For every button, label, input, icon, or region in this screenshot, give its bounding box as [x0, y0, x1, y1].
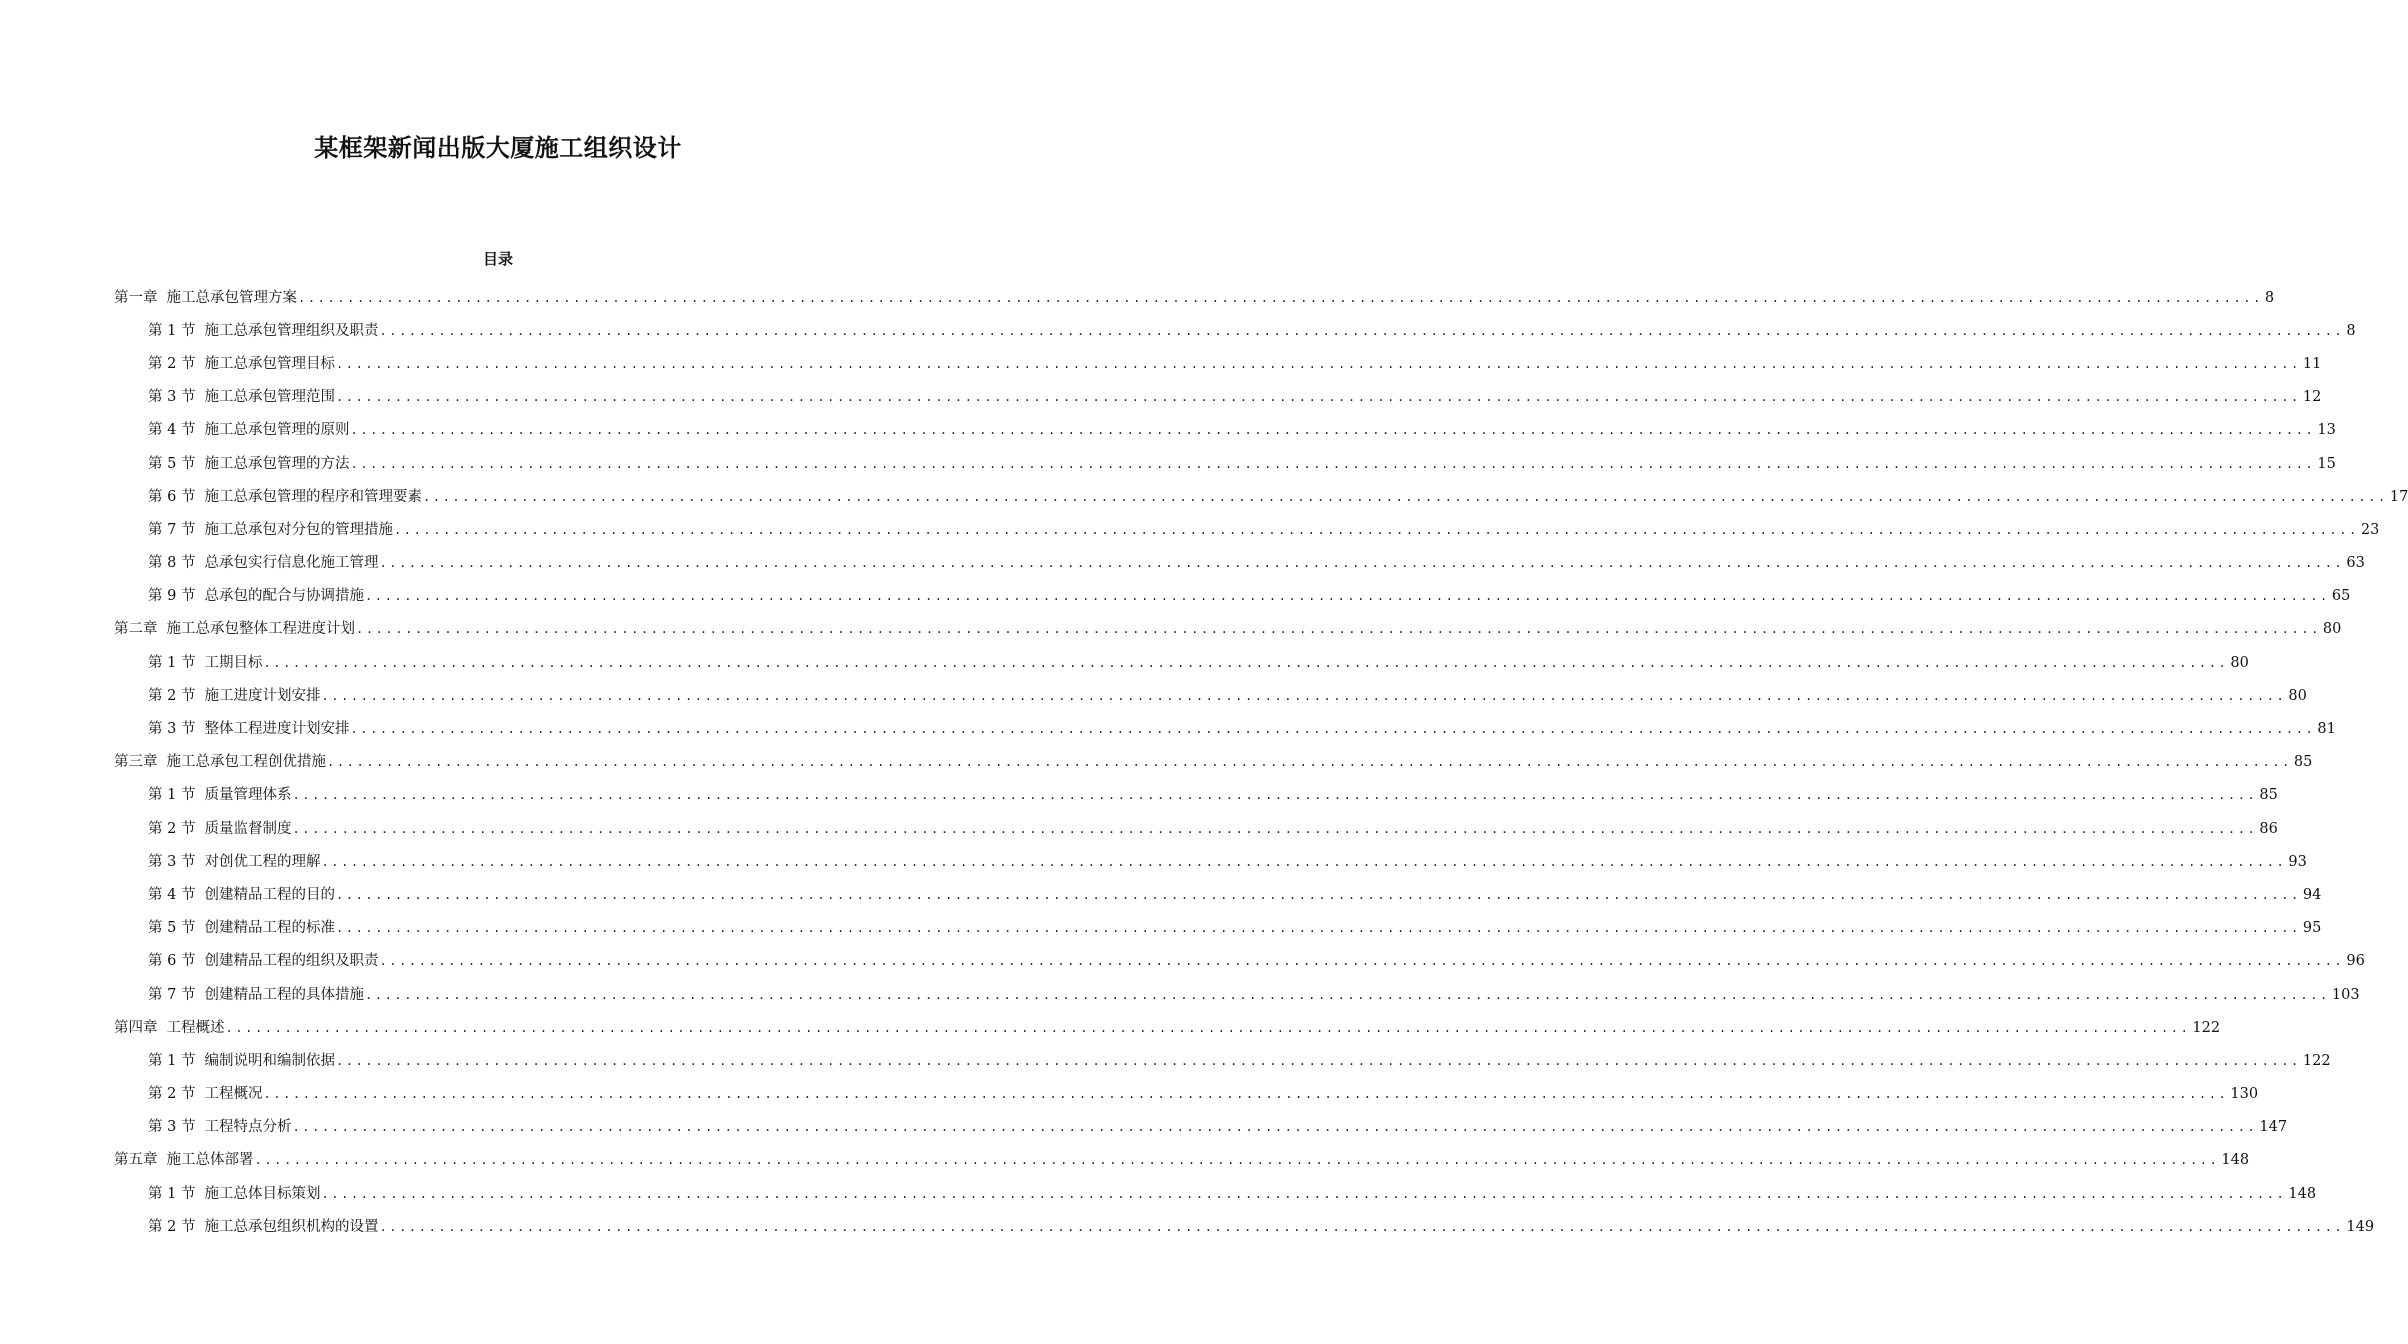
toc-dot-leader: ........................................................................................................................................................................................................ [335, 887, 2301, 902]
toc-entry-label [148, 454, 349, 474]
toc-dot-leader: ........................................................................................................................................................................................................ [263, 655, 2229, 670]
toc-page-number: 13 [2317, 422, 2336, 439]
toc-section-entry[interactable] [114, 347, 2322, 380]
toc-entry-label [114, 619, 355, 639]
toc-dot-leader: ........................................................................................................................................................................................................ [263, 1087, 2229, 1102]
toc-dot-leader: ........................................................................................................................................................................................................ [321, 688, 2287, 703]
toc-entry-title: 施工总承包管理的原则 [204, 422, 350, 439]
toc-dot-leader: ........................................................................................................................................................................................................ [292, 1120, 2258, 1135]
toc-section-entry[interactable] [114, 812, 2278, 845]
toc-entry-label [148, 985, 364, 1005]
toc-dot-leader: ........................................................................................................................................................................................................ [350, 456, 2316, 471]
toc-entry-title: 总承包实行信息化施工管理 [204, 555, 379, 572]
toc-entry-label [148, 487, 422, 507]
toc-dot-leader: ........................................................................................................................................................................................................ [298, 290, 2263, 305]
toc-dot-leader: ........................................................................................................................................................................................................ [379, 954, 2345, 969]
toc-entry-label [148, 819, 291, 839]
toc-section-entry[interactable] [114, 1210, 2375, 1243]
toc-entry-title: 总承包的配合与协调措施 [204, 588, 364, 605]
toc-dot-leader: ........................................................................................................................................................................................................ [379, 556, 2345, 571]
toc-page-number: 81 [2317, 721, 2336, 738]
toc-page-number: 130 [2230, 1086, 2259, 1103]
toc-entry-title: 施工总承包管理目标 [204, 355, 335, 372]
toc-page-number: 11 [2302, 355, 2322, 372]
toc-entry-label [148, 553, 378, 573]
toc-dot-leader: ........................................................................................................................................................................................................ [379, 323, 2345, 338]
toc-entry-title: 工程特点分析 [204, 1119, 292, 1136]
toc-section-entry[interactable] [114, 712, 2336, 745]
toc-dot-leader: ........................................................................................................................................................................................................ [350, 722, 2316, 737]
toc-entry-label [114, 1018, 225, 1038]
toc-entry-number: 第 1 节 [148, 322, 196, 339]
toc-section-entry[interactable] [114, 1078, 2259, 1111]
toc-section-entry[interactable] [114, 646, 2249, 679]
table-of-contents [114, 281, 2408, 1243]
toc-chapter-entry[interactable] [114, 613, 2342, 646]
toc-entry-title: 施工总承包管理的程序和管理要素 [204, 488, 422, 505]
toc-entry-label [148, 1051, 335, 1071]
toc-dot-leader: ........................................................................................................................................................................................................ [335, 1053, 2301, 1068]
toc-page-number: 17 [2389, 488, 2408, 505]
toc-entry-label [114, 752, 326, 772]
toc-section-entry[interactable] [114, 845, 2307, 878]
toc-entry-label [148, 653, 262, 673]
toc-page-number: 8 [2346, 322, 2356, 339]
toc-entry-label [148, 885, 335, 905]
toc-section-entry[interactable] [114, 779, 2278, 812]
toc-section-entry[interactable] [114, 1177, 2317, 1210]
toc-dot-leader: ........................................................................................................................................................................................................ [379, 1219, 2345, 1234]
toc-entry-label [148, 321, 378, 341]
toc-entry-title: 施工总体目标策划 [204, 1185, 321, 1202]
toc-entry-label [148, 520, 393, 540]
toc-entry-number: 第 2 节 [148, 820, 196, 837]
toc-entry-title: 创建精品工程的标准 [204, 920, 335, 937]
toc-entry-title: 工程概述 [166, 1019, 225, 1036]
toc-entry-number: 第 2 节 [148, 1086, 196, 1103]
toc-dot-leader: ........................................................................................................................................................................................................ [364, 589, 2330, 604]
toc-entry-number: 第四章 [114, 1019, 158, 1036]
toc-entry-number: 第 6 节 [148, 488, 196, 505]
toc-entry-number: 第一章 [114, 289, 158, 306]
toc-page-number: 149 [2346, 1218, 2375, 1235]
toc-page-number: 63 [2346, 555, 2365, 572]
toc-page-number: 80 [2322, 621, 2342, 638]
toc-entry-number: 第 1 节 [148, 1185, 196, 1202]
toc-entry-label [148, 1217, 378, 1237]
toc-entry-title: 工期目标 [204, 654, 263, 671]
toc-page-number: 85 [2259, 787, 2278, 804]
toc-chapter-entry[interactable] [114, 1144, 2250, 1177]
toc-section-entry[interactable] [114, 1044, 2331, 1077]
toc-dot-leader: ........................................................................................................................................................................................................ [335, 356, 2301, 371]
toc-section-entry[interactable] [114, 447, 2336, 480]
toc-section-entry[interactable] [114, 912, 2322, 945]
toc-entry-number: 第 1 节 [148, 787, 196, 804]
toc-section-entry[interactable] [114, 381, 2322, 414]
toc-entry-title: 施工进度计划安排 [204, 687, 321, 704]
toc-entry-number: 第 4 节 [148, 422, 196, 439]
toc-dot-leader: ........................................................................................................................................................................................................ [335, 390, 2301, 405]
toc-entry-label [148, 354, 335, 374]
toc-entry-number: 第 1 节 [148, 654, 196, 671]
toc-entry-title: 施工总承包管理范围 [204, 389, 335, 406]
toc-entry-label [148, 785, 291, 805]
toc-entry-number: 第三章 [114, 754, 158, 771]
toc-chapter-entry[interactable] [114, 1011, 2221, 1044]
toc-dot-leader: ........................................................................................................................................................................................................ [254, 1153, 2220, 1168]
toc-entry-number: 第 7 节 [148, 986, 196, 1003]
toc-entry-number: 第 2 节 [148, 355, 196, 372]
toc-entry-label [148, 719, 349, 739]
toc-section-entry[interactable] [114, 878, 2322, 911]
toc-page-number: 8 [2264, 289, 2275, 306]
toc-page-number: 95 [2302, 920, 2322, 937]
toc-page-number: 12 [2302, 389, 2322, 406]
toc-entry-label [148, 951, 378, 971]
toc-entry-title: 施工总体部署 [166, 1152, 254, 1169]
toc-page-number: 94 [2302, 886, 2322, 903]
toc-entry-number: 第 5 节 [148, 920, 196, 937]
toc-chapter-entry[interactable] [114, 281, 2275, 314]
toc-entry-label [114, 1150, 254, 1170]
toc-section-entry[interactable] [114, 480, 2408, 513]
toc-section-entry[interactable] [114, 580, 2351, 613]
toc-entry-number: 第五章 [114, 1152, 158, 1169]
toc-entry-number: 第 2 节 [148, 687, 196, 704]
toc-entry-title: 施工总承包管理的方法 [204, 455, 350, 472]
toc-page-number: 80 [2288, 687, 2307, 704]
toc-entry-label [148, 1117, 291, 1137]
toc-page-number: 15 [2317, 455, 2336, 472]
toc-dot-leader: ........................................................................................................................................................................................................ [327, 755, 2292, 770]
toc-page-number: 96 [2346, 953, 2365, 970]
toc-page-number: 85 [2293, 754, 2313, 771]
document-title: 某框架新闻出版大厦施工组织设计 [314, 133, 682, 162]
toc-dot-leader: ........................................................................................................................................................................................................ [321, 1186, 2287, 1201]
toc-entry-label [148, 1084, 262, 1104]
toc-page-number: 122 [2302, 1052, 2331, 1069]
toc-entry-title: 编制说明和编制依据 [204, 1052, 335, 1069]
toc-entry-label [148, 1184, 320, 1204]
toc-entry-label [148, 852, 320, 872]
toc-page-number: 65 [2331, 588, 2351, 605]
toc-dot-leader: ........................................................................................................................................................................................................ [393, 522, 2359, 537]
toc-section-entry[interactable] [114, 945, 2365, 978]
toc-dot-leader: ........................................................................................................................................................................................................ [292, 788, 2258, 803]
toc-page-number: 23 [2360, 521, 2380, 538]
toc-entry-number: 第二章 [114, 621, 158, 638]
toc-page-number: 86 [2259, 820, 2278, 837]
toc-dot-leader: ........................................................................................................................................................................................................ [335, 921, 2301, 936]
toc-entry-title: 施工总承包对分包的管理措施 [204, 521, 393, 538]
toc-section-entry[interactable] [114, 314, 2356, 347]
toc-heading: 目录 [482, 250, 513, 268]
toc-entry-title: 施工总承包管理组织及职责 [204, 322, 379, 339]
toc-entry-number: 第 6 节 [148, 953, 196, 970]
toc-section-entry[interactable] [114, 414, 2336, 447]
toc-dot-leader: ........................................................................................................................................................................................................ [350, 423, 2316, 438]
toc-page-number: 93 [2288, 853, 2307, 870]
toc-entry-title: 质量管理体系 [204, 787, 292, 804]
toc-entry-label [148, 387, 335, 407]
toc-entry-number: 第 7 节 [148, 521, 196, 538]
toc-entry-title: 整体工程进度计划安排 [204, 721, 350, 738]
toc-section-entry[interactable] [114, 679, 2307, 712]
toc-page-number: 80 [2230, 654, 2249, 671]
toc-dot-leader: ........................................................................................................................................................................................................ [422, 489, 2388, 504]
toc-page-number: 103 [2331, 986, 2360, 1003]
toc-chapter-entry[interactable] [114, 746, 2313, 779]
toc-section-entry[interactable] [114, 513, 2380, 546]
toc-dot-leader: ........................................................................................................................................................................................................ [225, 1020, 2191, 1035]
toc-entry-label [148, 686, 320, 706]
toc-entry-title: 施工总承包组织机构的设置 [204, 1218, 379, 1235]
toc-entry-number: 第 3 节 [148, 389, 196, 406]
toc-entry-title: 质量监督制度 [204, 820, 292, 837]
toc-entry-title: 创建精品工程的具体措施 [204, 986, 364, 1003]
toc-entry-number: 第 9 节 [148, 588, 196, 605]
toc-entry-number: 第 3 节 [148, 853, 196, 870]
toc-entry-title: 创建精品工程的目的 [204, 886, 335, 903]
toc-dot-leader: ........................................................................................................................................................................................................ [364, 987, 2330, 1002]
toc-dot-leader: ........................................................................................................................................................................................................ [321, 854, 2287, 869]
toc-section-entry[interactable] [114, 547, 2365, 580]
toc-entry-number: 第 3 节 [148, 1119, 196, 1136]
toc-entry-number: 第 5 节 [148, 455, 196, 472]
toc-entry-title: 施工总承包工程创优措施 [166, 754, 326, 771]
toc-dot-leader: ........................................................................................................................................................................................................ [356, 622, 2321, 637]
toc-entry-label [148, 918, 335, 938]
toc-entry-label [148, 586, 364, 606]
toc-entry-title: 施工总承包管理方案 [166, 289, 297, 306]
toc-page-number: 148 [2288, 1185, 2317, 1202]
toc-entry-number: 第 2 节 [148, 1218, 196, 1235]
toc-entry-label [148, 420, 349, 440]
toc-entry-number: 第 3 节 [148, 721, 196, 738]
toc-page-number: 148 [2221, 1152, 2250, 1169]
toc-section-entry[interactable] [114, 978, 2360, 1011]
toc-dot-leader: ........................................................................................................................................................................................................ [292, 821, 2258, 836]
toc-entry-title: 工程概况 [204, 1086, 263, 1103]
toc-section-entry[interactable] [114, 1111, 2288, 1144]
toc-page-number: 122 [2192, 1019, 2221, 1036]
toc-entry-title: 创建精品工程的组织及职责 [204, 953, 379, 970]
toc-entry-title: 对创优工程的理解 [204, 853, 321, 870]
toc-entry-number: 第 8 节 [148, 555, 196, 572]
toc-entry-title: 施工总承包整体工程进度计划 [166, 621, 355, 638]
toc-entry-label [114, 288, 297, 308]
toc-entry-number: 第 4 节 [148, 886, 196, 903]
toc-page-number: 147 [2259, 1119, 2288, 1136]
toc-entry-number: 第 1 节 [148, 1052, 196, 1069]
